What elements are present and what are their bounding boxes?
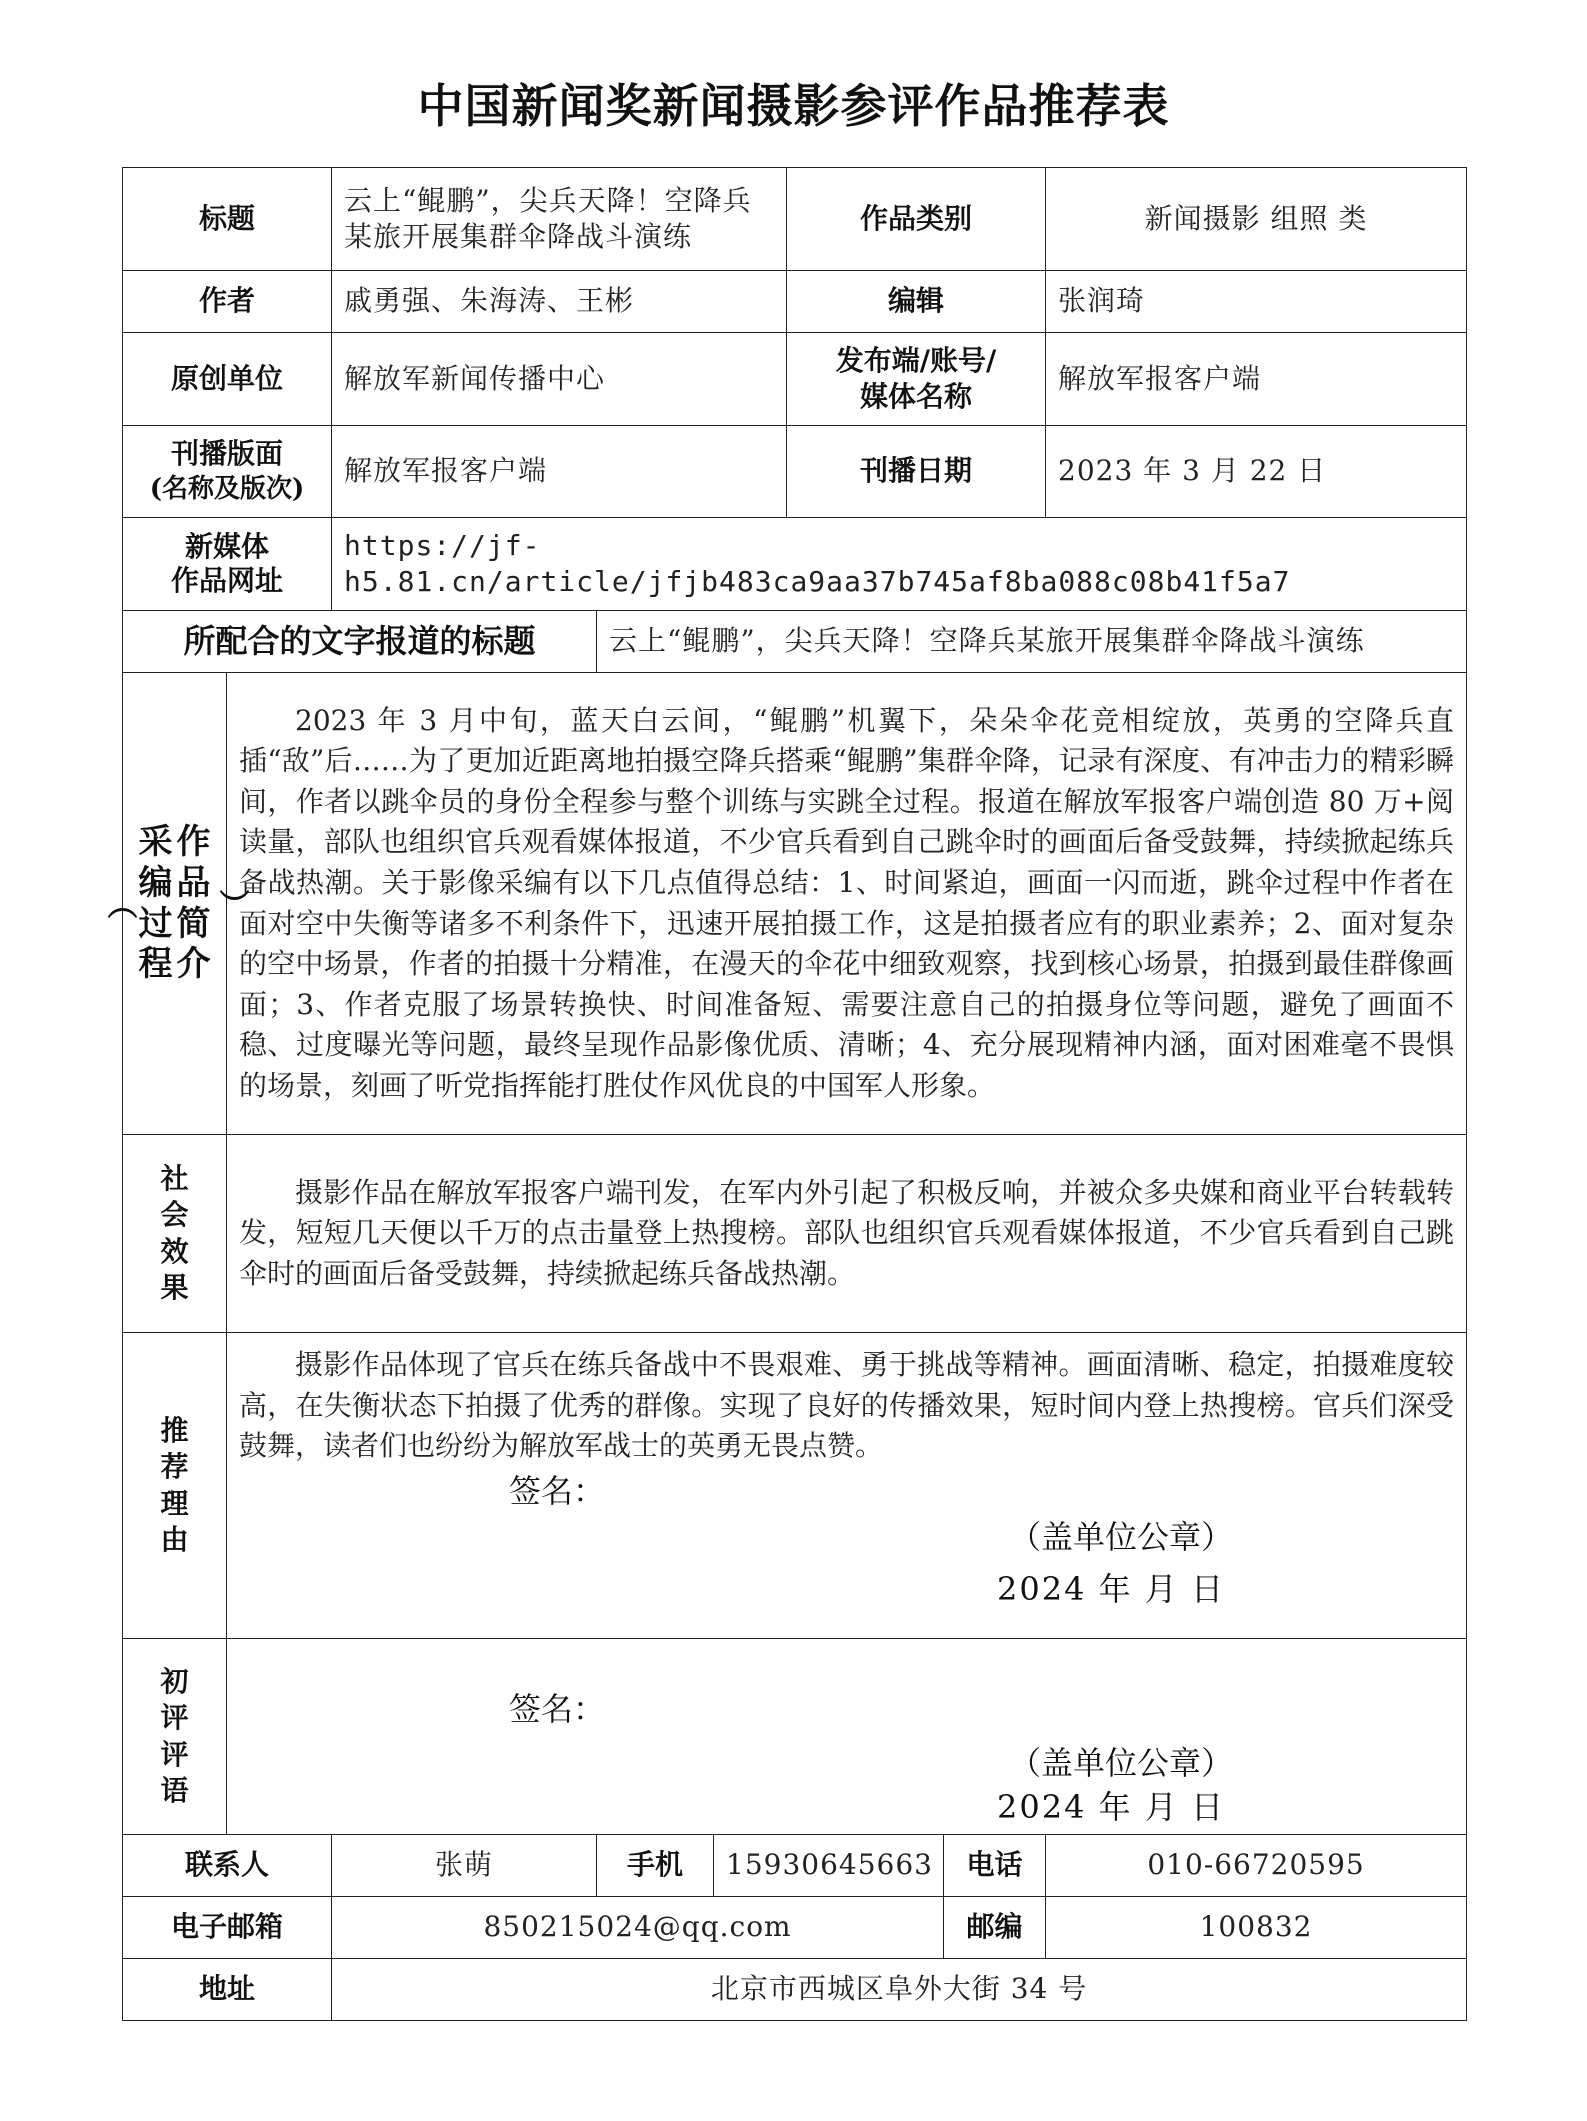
- effect-text: 摄影作品在解放军报客户端刊发，在军内外引起了积极反响，并被众多央媒和商业平台转载转发，短短几天便以千万的点击量登上热搜榜。部队也组织官兵观看媒体报道，不少官兵看到自己跳伞时的画面后备受鼓舞，持续掀起练兵备战热潮。: [239, 1175, 1455, 1290]
- review-date: 2024 年 月 日: [997, 1788, 1225, 1826]
- phone-label: 电话: [944, 1835, 1046, 1897]
- platform-label-line2: 媒体名称: [860, 380, 973, 413]
- report-label: 所配合的文字报道的标题: [123, 611, 597, 673]
- row-effect: [123, 1135, 1467, 1333]
- editor-value: 张润琦: [1046, 271, 1467, 333]
- review-label-char: 评: [160, 1737, 189, 1771]
- review-sign-area: [239, 1639, 1454, 1829]
- reason-label-char: 推: [160, 1413, 189, 1447]
- row-publish: [123, 426, 1467, 518]
- review-seal-label: （盖单位公章）: [1009, 1744, 1234, 1782]
- effect-label-char: 效: [160, 1234, 189, 1268]
- effect-label-char: 果: [160, 1270, 189, 1304]
- mobile-value: 15930645663: [714, 1835, 944, 1897]
- intro-label-char: 程: [138, 944, 173, 985]
- reason-label: [123, 1333, 227, 1639]
- publish-label: [123, 426, 332, 518]
- intro-label-paren-close: ）: [213, 888, 249, 919]
- review-label-char: 语: [160, 1773, 189, 1807]
- row-address: [123, 1959, 1467, 2021]
- report-value: 云上“鲲鹏”，尖兵天降！空降兵某旅开展集群伞降战斗演练: [597, 611, 1467, 673]
- intro-label-char: 作: [176, 821, 211, 862]
- intro-label-char: 采: [138, 821, 173, 862]
- document-title: 中国新闻奖新闻摄影参评作品推荐表: [417, 79, 1170, 133]
- url-label-line2: 作品网址: [171, 564, 284, 597]
- publish-value: 解放军报客户端: [332, 426, 787, 518]
- row-url: [123, 518, 1467, 611]
- intro-label: [101, 673, 249, 1135]
- review-label: [123, 1639, 227, 1835]
- intro-label-col1: [177, 822, 211, 985]
- row-unit: [123, 333, 1467, 426]
- url-label-line1: 新媒体: [185, 530, 270, 564]
- reason-signature-label: 签名：: [509, 1471, 606, 1510]
- address-label: 地址: [123, 1959, 332, 2021]
- effect-label: [123, 1135, 227, 1333]
- reason-seal-label: （盖单位公章）: [1009, 1517, 1234, 1556]
- unit-label: 原创单位: [123, 333, 332, 426]
- email-label: 电子邮箱: [123, 1897, 332, 1959]
- row-contact: [123, 1835, 1467, 1897]
- row-intro: [123, 673, 1467, 1135]
- intro-label-paren-open: （: [101, 888, 137, 919]
- address-value: 北京市西城区阜外大街 34 号: [332, 1959, 1467, 2021]
- editor-label: 编辑: [787, 271, 1046, 333]
- row-reason: [123, 1333, 1467, 1639]
- row-review: [123, 1639, 1467, 1835]
- publish-label-line2: (名称及版次): [149, 473, 305, 504]
- recommendation-form: [101, 167, 1467, 2021]
- platform-value: 解放军报客户端: [1046, 333, 1467, 426]
- reason-label-char: 由: [160, 1522, 189, 1556]
- email-value[interactable]: 850215024@qq.com: [332, 1897, 944, 1959]
- row-author: [123, 271, 1467, 333]
- reason-text: 摄影作品体现了官兵在练兵备战中不畏艰难、勇于挑战等精神。画面清晰、稳定，拍摄难度较高，在失衡状态下拍摄了优秀的群像。实现了良好的传播效果，短时间内登上热搜榜。官兵们深受鼓舞，读者们也纷纷为解放军战士的英勇无畏点赞。: [239, 1348, 1455, 1463]
- url-link[interactable]: https://jf-h5.81.cn/article/jfjb483ca9aa37b745af8ba088c08b41f5a7: [332, 518, 1467, 611]
- category-label: 作品类别: [787, 168, 1046, 271]
- review-signature-label: 签名：: [509, 1690, 606, 1728]
- unit-value: 解放军新闻传播中心: [332, 333, 787, 426]
- review-label-char: 初: [160, 1664, 189, 1698]
- title-value: 云上“鲲鹏”，尖兵天降！空降兵某旅开展集群伞降战斗演练: [332, 168, 787, 271]
- mobile-label: 手机: [597, 1835, 714, 1897]
- url-label: [123, 518, 332, 611]
- intro-label-char: 简: [176, 903, 211, 944]
- intro-label-char: 品: [176, 862, 211, 903]
- category-value: 新闻摄影 组照 类: [1046, 168, 1467, 271]
- postcode-value: 100832: [1046, 1897, 1467, 1959]
- row-report: [123, 611, 1467, 673]
- publish-date-value: 2023 年 3 月 22 日: [1046, 426, 1467, 518]
- row-title: [123, 168, 1467, 271]
- review-content: [227, 1639, 1467, 1835]
- platform-label: [787, 333, 1046, 426]
- reason-sign-area: [239, 1471, 1454, 1621]
- review-label-char: 评: [160, 1701, 189, 1735]
- effect-label-char: 社: [160, 1161, 189, 1195]
- reason-date: 2024 年 月 日: [997, 1569, 1225, 1608]
- title-label: 标题: [123, 168, 332, 271]
- contact-label: 联系人: [123, 1835, 332, 1897]
- postcode-label: 邮编: [944, 1897, 1046, 1959]
- intro-text: 2023 年 3 月中旬，蓝天白云间，“鲲鹏”机翼下，朵朵伞花竞相绽放，英勇的空降兵直插“敌”后……为了更加近距离地拍摄空降兵搭乘“鲲鹏”集群伞降，记录有深度、有冲击力的精彩瞬间，作者以跳伞员的身份全程参与整个训练与实跳全过程。报道在解放军报客户端创造 80 万+阅读量，部队也组织官兵观看媒体报道，不少官兵看到自己跳伞时的画面后备受鼓舞，持续掀起练兵备战热潮。关于影像采编有以下几点值得总结：1、时间紧迫，画面一闪而逝，跳伞过程中作者在面对空中失衡等诸多不利条件下，迅速开展拍摄工作，这是拍摄者应有的职业素养；2、面对复杂的空中场景，作者的拍摄十分精准，在漫天的伞花中细致观察，找到核心场景，拍摄到最佳群像画面；3、作者克服了场景转换快、时间准备短、需要注意自己的拍摄身位等问题，避免了画面不稳、过度曝光等问题，最终呈现作品影像优质、清晰；4、充分展现精神内涵，面对困难毫不畏惧的场景，刻画了听党指挥能打胜仗作风优良的中国军人形象。: [239, 703, 1455, 1102]
- author-label: 作者: [123, 271, 332, 333]
- reason-label-char: 荐: [160, 1450, 189, 1484]
- phone-value: 010-66720595: [1046, 1835, 1467, 1897]
- intro-label-char: 介: [176, 944, 211, 985]
- intro-label-char: 过: [138, 903, 173, 944]
- platform-label-line1: 发布端/账号/: [835, 343, 997, 377]
- effect-content: [227, 1135, 1467, 1333]
- author-value: 戚勇强、朱海涛、王彬: [332, 271, 787, 333]
- publish-date-label: 刊播日期: [787, 426, 1046, 518]
- intro-label-columns: [139, 822, 211, 985]
- contact-value: 张萌: [332, 1835, 597, 1897]
- reason-content: [227, 1333, 1467, 1639]
- publish-label-line1: 刊播版面: [171, 437, 284, 471]
- row-email: [123, 1897, 1467, 1959]
- intro-content: [227, 673, 1467, 1135]
- reason-label-char: 理: [160, 1486, 189, 1520]
- intro-label-char: 编: [138, 862, 173, 903]
- intro-label-col2: [139, 822, 173, 985]
- effect-label-char: 会: [160, 1198, 189, 1232]
